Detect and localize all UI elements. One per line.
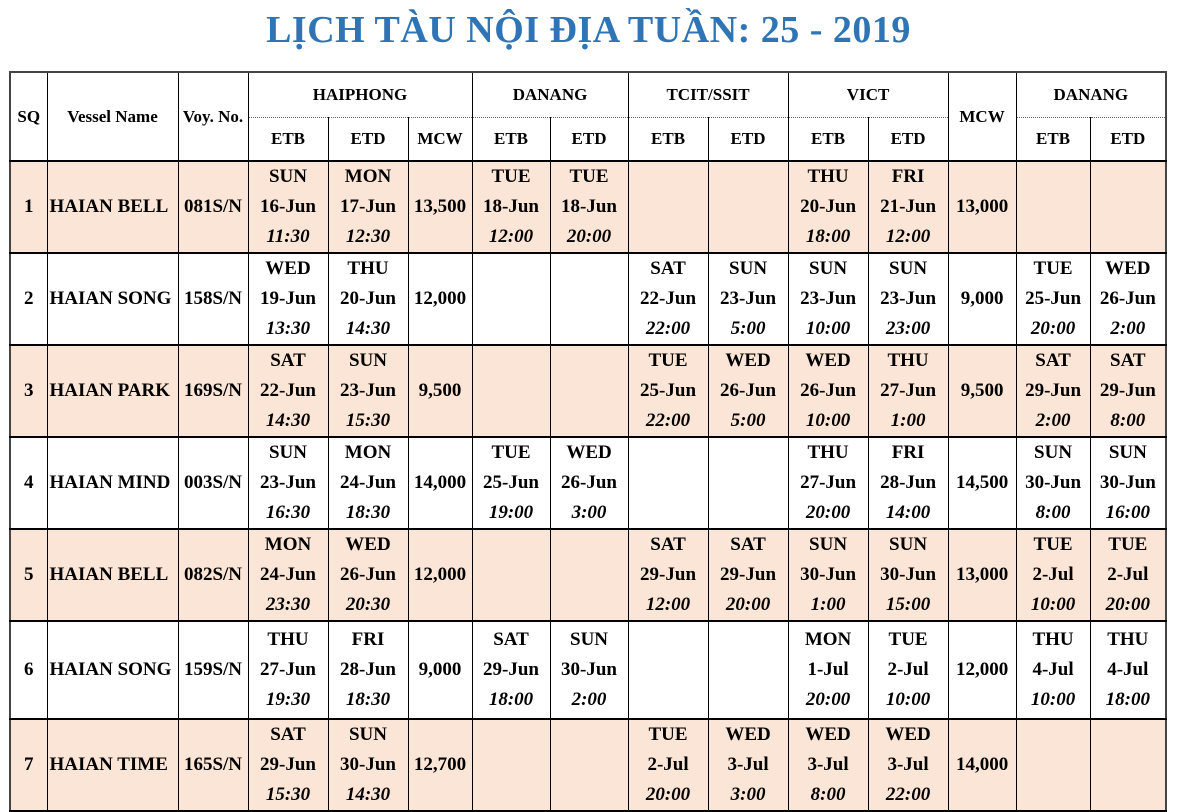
cell-date: 27-Jun: [260, 659, 316, 680]
row-sq: 7: [10, 719, 47, 811]
header-danang: DANANG: [472, 72, 628, 118]
cell-vi-etd: [868, 161, 948, 253]
row-voy-no: 003S/N: [178, 437, 248, 529]
header-tcit-etb: ETB: [628, 118, 708, 162]
cell-time: 5:00: [730, 410, 766, 431]
cell-time: 8:00: [1035, 502, 1071, 523]
cell-date: 25-Jun: [1025, 288, 1082, 309]
cell-day: SUN: [729, 258, 768, 279]
cell-day: FRI: [351, 629, 385, 650]
cell-time: 2:00: [1035, 410, 1071, 431]
cell-vi-etb: [788, 437, 868, 529]
cell-hp-etd: [328, 345, 408, 437]
cell-hp-etd: [328, 621, 408, 719]
header-haiphong-mcw: MCW: [408, 118, 472, 162]
cell-vi-etd: [868, 719, 948, 811]
cell-date: 29-Jun: [483, 659, 539, 680]
cell-time: 10:00: [1030, 689, 1076, 710]
cell-hp-etb: [248, 529, 328, 621]
cell-date: 17-Jun: [340, 196, 396, 217]
cell-date: 23-Jun: [880, 288, 937, 309]
cell-time: 15:30: [345, 410, 391, 431]
cell-date: 29-Jun: [720, 564, 777, 585]
cell-day: TUE: [1033, 258, 1073, 279]
cell-day: SAT: [650, 534, 686, 555]
cell-date: 22-Jun: [260, 380, 316, 401]
cell-time: 11:30: [266, 226, 310, 247]
cell-time: 2:00: [1110, 318, 1146, 339]
cell-date: 2-Jul: [887, 659, 929, 680]
cell-date: 30-Jun: [1025, 472, 1082, 493]
cell-hp-etb: [248, 719, 328, 811]
row-vessel-name: HAIAN PARK: [47, 345, 178, 437]
cell-d2-etb: [1016, 719, 1090, 811]
cell-day: WED: [725, 350, 771, 371]
cell-date: 26-Jun: [800, 380, 857, 401]
cell-mcw: 13,000: [948, 529, 1016, 621]
cell-time: 18:00: [488, 689, 534, 710]
row-sq: 3: [10, 345, 47, 437]
cell-dn-etd: [550, 621, 628, 719]
row-sq: 4: [10, 437, 47, 529]
cell-day: SAT: [270, 724, 306, 745]
row-vessel-name: HAIAN MIND: [47, 437, 178, 529]
cell-vi-etd: [868, 345, 948, 437]
cell-vi-etb: [788, 621, 868, 719]
cell-dn-etd: [550, 253, 628, 345]
cell-mcw: 13,000: [948, 161, 1016, 253]
cell-date: 4-Jul: [1032, 659, 1074, 680]
cell-day: THU: [347, 258, 389, 279]
cell-day: SAT: [730, 534, 766, 555]
cell-time: 13:30: [265, 318, 311, 339]
cell-time: 19:00: [488, 502, 534, 523]
header-sq: SQ: [10, 72, 47, 161]
cell-date: 2-Jul: [647, 754, 689, 775]
cell-date: 22-Jun: [640, 288, 697, 309]
cell-time: 20:00: [645, 784, 691, 805]
cell-day: SUN: [268, 166, 307, 187]
cell-day: THU: [1107, 629, 1149, 650]
table-body: [10, 161, 1166, 811]
cell-date: 24-Jun: [340, 472, 396, 493]
row-voy-no: 169S/N: [178, 345, 248, 437]
cell-time: 20:00: [805, 502, 851, 523]
cell-tc-etd: [708, 253, 788, 345]
row-sq: 5: [10, 529, 47, 621]
cell-dn-etb: [472, 621, 550, 719]
cell-d2-etb: [1016, 529, 1090, 621]
cell-date: 23-Jun: [260, 472, 316, 493]
cell-d2-etd: [1090, 719, 1166, 811]
cell-hp-etb: [248, 345, 328, 437]
cell-day: SUN: [889, 534, 928, 555]
header-vict-etd: ETD: [868, 118, 948, 162]
cell-vi-etb: [788, 345, 868, 437]
cell-day: SUN: [809, 258, 848, 279]
table-row: [10, 161, 1166, 253]
cell-hp-mcw: 9,000: [408, 621, 472, 719]
cell-day: TUE: [491, 166, 531, 187]
cell-day: SUN: [348, 350, 387, 371]
table-row: [10, 719, 1166, 811]
row-vessel-name: HAIAN BELL: [47, 161, 178, 253]
cell-dn-etb: [472, 719, 550, 811]
header-haiphong-etd: ETD: [328, 118, 408, 162]
cell-dn-etd: [550, 345, 628, 437]
cell-day: WED: [805, 724, 851, 745]
cell-hp-etb: [248, 437, 328, 529]
cell-tc-etb: [628, 345, 708, 437]
cell-day: WED: [805, 350, 851, 371]
header-vict-etb: ETB: [788, 118, 868, 162]
cell-day: MON: [344, 442, 392, 463]
cell-d2-etb: [1016, 345, 1090, 437]
cell-time: 20:30: [345, 594, 391, 615]
cell-d2-etd: [1090, 621, 1166, 719]
cell-tc-etd: [708, 345, 788, 437]
cell-day: THU: [267, 629, 309, 650]
cell-time: 19:30: [265, 689, 311, 710]
cell-dn-etb: [472, 437, 550, 529]
cell-d2-etd: [1090, 345, 1166, 437]
row-sq: 6: [10, 621, 47, 719]
cell-day: WED: [566, 442, 612, 463]
cell-day: SUN: [889, 258, 928, 279]
cell-day: WED: [345, 534, 391, 555]
cell-time: 15:30: [265, 784, 311, 805]
cell-day: TUE: [888, 629, 928, 650]
cell-dn-etb: [472, 529, 550, 621]
table-row: [10, 253, 1166, 345]
cell-day: WED: [885, 724, 931, 745]
cell-date: 23-Jun: [720, 288, 777, 309]
cell-day: THU: [807, 442, 849, 463]
cell-time: 1:00: [810, 594, 846, 615]
cell-tc-etb: [628, 161, 708, 253]
cell-vi-etb: [788, 719, 868, 811]
cell-day: THU: [807, 166, 849, 187]
cell-date: 4-Jul: [1107, 659, 1149, 680]
cell-date: 24-Jun: [260, 564, 316, 585]
cell-date: 3-Jul: [727, 754, 769, 775]
cell-day: SUN: [1108, 442, 1147, 463]
cell-date: 27-Jun: [880, 380, 937, 401]
cell-time: 22:00: [645, 410, 691, 431]
cell-tc-etd: [708, 161, 788, 253]
cell-time: 18:00: [1105, 689, 1150, 710]
cell-time: 14:30: [345, 784, 391, 805]
cell-time: 22:00: [885, 784, 931, 805]
cell-date: 23-Jun: [800, 288, 857, 309]
cell-date: 20-Jun: [340, 288, 396, 309]
cell-day: TUE: [491, 442, 531, 463]
row-voy-no: 165S/N: [178, 719, 248, 811]
cell-time: 18:30: [345, 689, 391, 710]
cell-time: 23:30: [265, 594, 311, 615]
cell-date: 26-Jun: [561, 472, 617, 493]
cell-date: 26-Jun: [720, 380, 777, 401]
header-haiphong-etb: ETB: [248, 118, 328, 162]
cell-hp-etd: [328, 437, 408, 529]
cell-day: SAT: [270, 350, 306, 371]
cell-date: 28-Jun: [340, 659, 396, 680]
row-sq: 2: [10, 253, 47, 345]
cell-time: 8:00: [810, 784, 846, 805]
cell-date: 29-Jun: [640, 564, 697, 585]
cell-time: 3:00: [571, 502, 607, 523]
cell-time: 10:00: [1030, 594, 1076, 615]
cell-vi-etd: [868, 437, 948, 529]
row-voy-no: 081S/N: [178, 161, 248, 253]
row-sq: 1: [10, 161, 47, 253]
cell-day: SUN: [809, 534, 848, 555]
cell-date: 27-Jun: [800, 472, 857, 493]
cell-day: SUN: [1034, 442, 1073, 463]
cell-dn-etd: [550, 161, 628, 253]
cell-date: 26-Jun: [340, 564, 396, 585]
cell-day: WED: [725, 724, 771, 745]
cell-day: THU: [887, 350, 929, 371]
header-vict: VICT: [788, 72, 948, 118]
cell-time: 14:30: [265, 410, 311, 431]
cell-time: 10:00: [805, 318, 851, 339]
cell-tc-etd: [708, 719, 788, 811]
cell-time: 20:00: [725, 594, 771, 615]
cell-date: 2-Jul: [1032, 564, 1074, 585]
cell-dn-etb: [472, 253, 550, 345]
cell-hp-etd: [328, 719, 408, 811]
cell-date: 25-Jun: [483, 472, 539, 493]
cell-time: 15:00: [885, 594, 931, 615]
table-header: [10, 72, 1166, 161]
cell-time: 3:00: [730, 784, 766, 805]
cell-day: MON: [344, 166, 392, 187]
cell-d2-etb: [1016, 437, 1090, 529]
cell-tc-etb: [628, 437, 708, 529]
cell-day: MON: [804, 629, 852, 650]
row-vessel-name: HAIAN BELL: [47, 529, 178, 621]
cell-day: TUE: [1108, 534, 1148, 555]
cell-time: 10:00: [805, 410, 851, 431]
table-row: [10, 437, 1166, 529]
cell-date: 19-Jun: [260, 288, 316, 309]
cell-date: 30-Jun: [1099, 472, 1156, 493]
header-vessel-name: Vessel Name: [47, 72, 178, 161]
cell-time: 10:00: [885, 689, 931, 710]
table-row: [10, 345, 1166, 437]
cell-date: 20-Jun: [800, 196, 857, 217]
cell-vi-etd: [868, 621, 948, 719]
cell-date: 18-Jun: [561, 196, 617, 217]
cell-day: WED: [265, 258, 311, 279]
cell-d2-etd: [1090, 529, 1166, 621]
cell-tc-etb: [628, 529, 708, 621]
cell-day: TUE: [648, 350, 688, 371]
header-voy-no: Voy. No.: [178, 72, 248, 161]
cell-hp-etb: [248, 253, 328, 345]
cell-vi-etb: [788, 253, 868, 345]
cell-time: 22:00: [645, 318, 691, 339]
header-danang-2-etd: ETD: [1090, 118, 1166, 162]
cell-time: 2:00: [571, 689, 607, 710]
cell-day: TUE: [569, 166, 609, 187]
cell-mcw: 9,500: [948, 345, 1016, 437]
cell-tc-etb: [628, 253, 708, 345]
cell-hp-mcw: 14,000: [408, 437, 472, 529]
cell-day: WED: [1105, 258, 1151, 279]
cell-hp-mcw: 12,000: [408, 529, 472, 621]
cell-tc-etd: [708, 437, 788, 529]
page-title: LỊCH TÀU NỘI ĐỊA TUẦN: 25 - 2019: [266, 9, 911, 51]
cell-time: 8:00: [1110, 410, 1146, 431]
cell-hp-etb: [248, 161, 328, 253]
cell-hp-mcw: 9,500: [408, 345, 472, 437]
cell-hp-mcw: 12,700: [408, 719, 472, 811]
cell-dn-etd: [550, 719, 628, 811]
cell-day: SUN: [348, 724, 387, 745]
header-danang-2: DANANG: [1016, 72, 1166, 118]
cell-time: 12:30: [345, 226, 391, 247]
cell-time: 5:00: [730, 318, 766, 339]
cell-day: SAT: [1035, 350, 1071, 371]
cell-time: 20:00: [566, 226, 612, 247]
cell-hp-etb: [248, 621, 328, 719]
cell-mcw: 9,000: [948, 253, 1016, 345]
cell-day: MON: [264, 534, 312, 555]
cell-vi-etb: [788, 161, 868, 253]
header-danang-etb: ETB: [472, 118, 550, 162]
cell-dn-etb: [472, 161, 550, 253]
cell-d2-etb: [1016, 161, 1090, 253]
cell-day: TUE: [1033, 534, 1073, 555]
cell-time: 1:00: [890, 410, 926, 431]
cell-day: SAT: [493, 629, 529, 650]
schedule-table: [9, 71, 1167, 812]
cell-date: 29-Jun: [1099, 380, 1156, 401]
cell-vi-etd: [868, 253, 948, 345]
cell-date: 1-Jul: [807, 659, 849, 680]
cell-tc-etb: [628, 621, 708, 719]
cell-date: 28-Jun: [880, 472, 937, 493]
cell-time: 12:00: [488, 226, 534, 247]
cell-mcw: 12,000: [948, 621, 1016, 719]
cell-time: 12:00: [885, 226, 931, 247]
cell-tc-etd: [708, 621, 788, 719]
row-voy-no: 158S/N: [178, 253, 248, 345]
cell-dn-etd: [550, 437, 628, 529]
cell-time: 12:00: [645, 594, 691, 615]
cell-date: 30-Jun: [800, 564, 857, 585]
cell-day: SUN: [570, 629, 609, 650]
cell-dn-etd: [550, 529, 628, 621]
table-row: [10, 621, 1166, 719]
cell-hp-etd: [328, 529, 408, 621]
row-voy-no: 159S/N: [178, 621, 248, 719]
row-vessel-name: HAIAN SONG: [47, 621, 178, 719]
cell-date: 3-Jul: [807, 754, 849, 775]
cell-time: 18:30: [345, 502, 391, 523]
header-tcit-etd: ETD: [708, 118, 788, 162]
row-vessel-name: HAIAN SONG: [47, 253, 178, 345]
cell-date: 18-Jun: [483, 196, 539, 217]
cell-time: 20:00: [1105, 594, 1150, 615]
cell-date: 30-Jun: [880, 564, 937, 585]
cell-dn-etb: [472, 345, 550, 437]
header-danang-etd: ETD: [550, 118, 628, 162]
cell-time: 14:30: [345, 318, 391, 339]
header-haiphong: HAIPHONG: [248, 72, 472, 118]
cell-d2-etb: [1016, 621, 1090, 719]
row-voy-no: 082S/N: [178, 529, 248, 621]
cell-day: THU: [1032, 629, 1074, 650]
cell-vi-etd: [868, 529, 948, 621]
cell-hp-etd: [328, 161, 408, 253]
cell-time: 16:30: [265, 502, 311, 523]
cell-date: 16-Jun: [260, 196, 316, 217]
cell-vi-etb: [788, 529, 868, 621]
cell-date: 30-Jun: [340, 754, 396, 775]
cell-date: 29-Jun: [260, 754, 316, 775]
cell-hp-mcw: 13,500: [408, 161, 472, 253]
header-tcit-ssit: TCIT/SSIT: [628, 72, 788, 118]
cell-date: 23-Jun: [340, 380, 396, 401]
cell-date: 25-Jun: [640, 380, 697, 401]
header-danang-2-etb: ETB: [1016, 118, 1090, 162]
cell-d2-etb: [1016, 253, 1090, 345]
cell-date: 26-Jun: [1099, 288, 1156, 309]
cell-hp-etd: [328, 253, 408, 345]
cell-date: 29-Jun: [1025, 380, 1082, 401]
cell-d2-etd: [1090, 253, 1166, 345]
cell-time: 18:00: [805, 226, 851, 247]
cell-time: 20:00: [1030, 318, 1076, 339]
cell-tc-etb: [628, 719, 708, 811]
table-row: [10, 529, 1166, 621]
cell-date: 30-Jun: [561, 659, 617, 680]
cell-day: SAT: [1110, 350, 1146, 371]
cell-time: 20:00: [805, 689, 851, 710]
cell-day: TUE: [648, 724, 688, 745]
cell-tc-etd: [708, 529, 788, 621]
row-vessel-name: HAIAN TIME: [47, 719, 178, 811]
cell-date: 21-Jun: [880, 196, 937, 217]
cell-mcw: 14,500: [948, 437, 1016, 529]
cell-hp-mcw: 12,000: [408, 253, 472, 345]
cell-day: SAT: [650, 258, 686, 279]
cell-time: 23:00: [885, 318, 931, 339]
header-mcw: MCW: [948, 72, 1016, 161]
cell-d2-etd: [1090, 161, 1166, 253]
cell-mcw: 14,000: [948, 719, 1016, 811]
cell-day: FRI: [891, 166, 925, 187]
cell-time: 14:00: [885, 502, 931, 523]
cell-time: 16:00: [1105, 502, 1150, 523]
cell-day: FRI: [891, 442, 925, 463]
cell-date: 3-Jul: [887, 754, 929, 775]
cell-date: 2-Jul: [1107, 564, 1149, 585]
cell-d2-etd: [1090, 437, 1166, 529]
cell-day: SUN: [268, 442, 307, 463]
